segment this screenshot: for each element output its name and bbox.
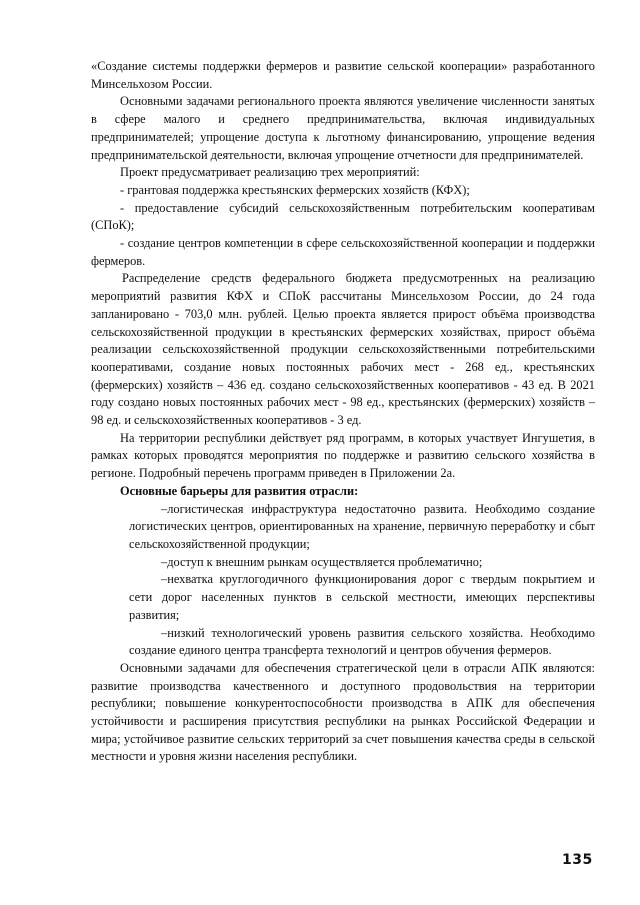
barriers-heading: Основные барьеры для развития отрасли: <box>120 483 359 498</box>
paragraph-regional-tasks: Основными задачами регионального проекта являются увеличение численности занятых в сфере малого и среднего предпринимательства, включая индивидуальных предпринимателей; упрощение доступа к льготному финансированию, упрощение ведения предпринимательской деятельности, включая упрощение отчетности для предпринимателей. <box>91 94 595 162</box>
list-item-grant-support: - грантовая поддержка крестьянских фермерских хозяйств (КФХ); <box>120 182 470 197</box>
paragraph-programs: На территории республики действует ряд программ, в которых участвует Ингушетия, в рамках которых проводятся мероприятия по поддержке и развитию сельского хозяйства в регионе. Подробный перечень программ приведен в Приложении 2а. <box>91 430 595 481</box>
barrier-item-markets: –доступ к внешним рынкам осуществляется проблематично; <box>161 554 483 569</box>
paragraph-apk-tasks: Основными задачами для обеспечения стратегической цели в отрасли АПК являются: развитие производства качественного и доступного продовольствия на территории республики; повышение конкурентоспособности производства в АПК для обеспечения устойчивости и расширения присутствия республики на рынках Российской Федерации и мира; устойчивое развитие сельских территорий за счет повышения качества среды в сельской местности и уровня жизни населения республики. <box>91 660 595 764</box>
list-item-subsidies: - предоставление субсидий сельскохозяйственным потребительским кооперативам (СПоК); <box>91 200 595 233</box>
paragraph-project-name: «Создание системы поддержки фермеров и развитие сельской кооперации» разработанного Минсельхозом России. <box>91 59 595 91</box>
document-page <box>91 58 595 766</box>
barrier-item-technology: –низкий технологический уровень развития сельского хозяйства. Необходимо создание единого центра трансферта технологий и центров обучения фермеров. <box>129 625 595 658</box>
barrier-item-roads: –нехватка круглогодичного функционирования дорог с твердым покрытием и сети дорог населенных пунктов в сельской местности, имеющих перспективы развития; <box>129 572 595 622</box>
page-number: 135 <box>562 852 593 868</box>
barrier-item-logistics: –логистическая инфраструктура недостаточно развита. Необходимо создание логистических центров, ориентированных на хранение, первичную переработку и сбыт сельскохозяйственной продукции; <box>129 501 595 551</box>
paragraph-budget-distribution: Распределение средств федерального бюджета предусмотренных на реализацию мероприятий развития КФХ и СПоК рассчитаны Минсельхозом России, до 24 года запланировано - 703,0 млн. рублей. Целью проекта является прирост объёма производства сельскохозяйственной продукции в крестьянских фермерских хозяйствах, прирост объёма реализации сельскохозяйственной продукции сельскохозяйственными потребительскими кооперативами, создание новых постоянных рабочих мест - 268 ед., крестьянских (фермерских) хозяйств – 436 ед. создано сельскохозяйственных кооперативов - 43 ед. В 2021 году создано новых постоянных рабочих мест - 98 ед., крестьянских (фермерских) хозяйств – 98 ед. и сельскохозяйственных кооперативов - 3 ед. <box>91 271 595 428</box>
list-item-competence-centers: - создание центров компетенции в сфере сельскохозяйственной кооперации и поддержки фермеров. <box>91 236 595 268</box>
paragraph-measures-intro: Проект предусматривает реализацию трех мероприятий: <box>120 165 420 180</box>
